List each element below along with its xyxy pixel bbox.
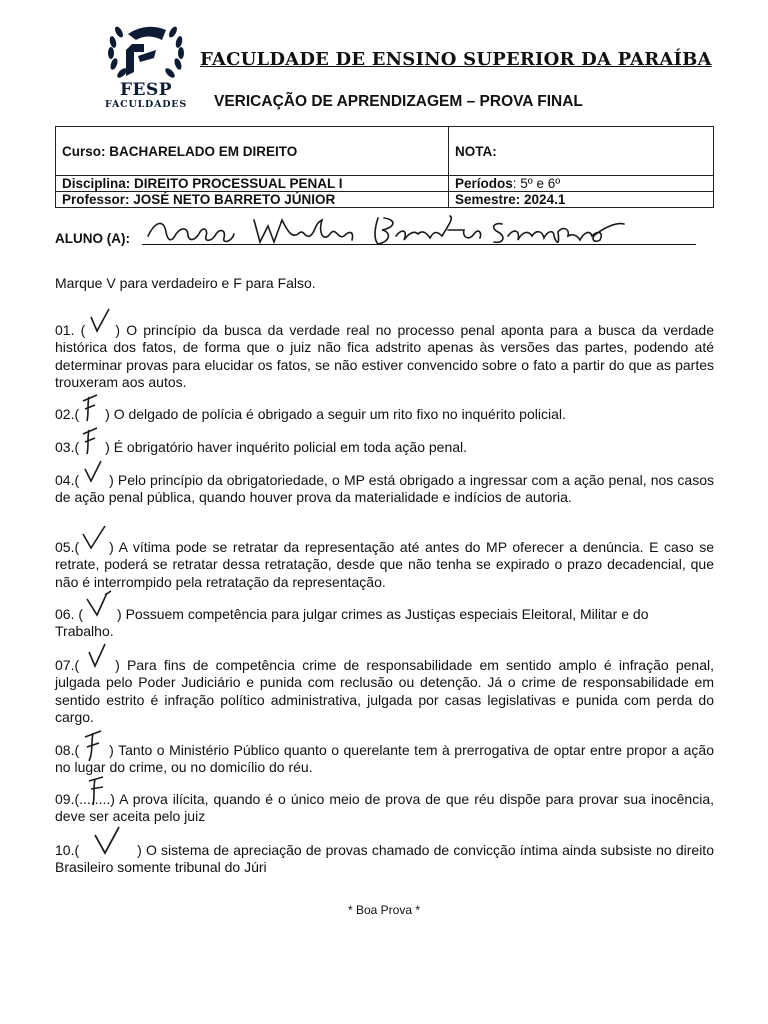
semester-label: Semestre — [455, 192, 516, 207]
question-text: Tanto o Ministério Público quanto o querelante tem à prerrogativa de optar entre propor a ação no lugar do crime, ou no domicílio do réu. — [55, 742, 714, 776]
answer-check-mark — [79, 841, 137, 855]
question-06: 06. ( ) Possuem competência para julgar crimes as Justiças especiais Eleitoral, Militar e do Trabalho. — [55, 605, 665, 641]
answer-check-mark — [79, 471, 109, 485]
periods-label: Períodos — [455, 176, 513, 191]
question-01: 01. ( ) O princípio da busca da verdade real no processo penal aponta para a busca da verdade histórica dos fatos, de forma que o juiz não fica adstrito apenas às versões das partes, podendo até determinar provas para elucidar os fatos, se não estiver convencido sobre o fato a partir do que as partes trouxeram aos autos. — [55, 321, 714, 391]
course-cell: Curso: BACHARELADO EM DIREITO — [56, 127, 449, 176]
question-03: 03.( ) É obrigatório haver inquérito policial em toda ação penal. — [55, 438, 714, 456]
question-text: O sistema de apreciação de provas chamado de convicção íntima ainda subsiste no direito Brasileiro somente tribunal do Júri — [55, 842, 714, 876]
instruction-text: Marque V para verdadeiro e F para Falso. — [55, 275, 316, 291]
exam-title: VERICAÇÃO DE APRENDIZAGEM – PROVA FINAL — [214, 93, 583, 110]
student-handwritten-name — [142, 212, 632, 252]
question-10: 10.( ) O sistema de apreciação de provas chamado de convicção íntima ainda subsiste no direito Brasileiro somente tribunal do Júri — [55, 841, 714, 877]
answer-check-mark — [79, 538, 109, 552]
footer-text: * Boa Prova * — [347, 903, 421, 917]
question-number: 08. — [55, 742, 75, 758]
question-number: 03. — [55, 439, 75, 455]
question-09: 09.(........ ) A prova ilícita, quando é o único meio de prova de que réu dispõe para provar sua inocência, deve ser aceita pelo juiz — [55, 791, 714, 826]
semester-value: : 2024.1 — [515, 192, 566, 207]
periods-cell — [449, 176, 714, 192]
answer-f-mark — [79, 741, 109, 755]
question-number: 09. — [55, 791, 75, 807]
question-text: A vítima pode se retratar da representação até antes do MP oferecer a denúncia. E caso se retrate, poderá se retratar dessa retratação, desde que não tenha se expirado o prazo decadencial, que não é interrompido pela retratação da representação. — [55, 539, 714, 590]
question-number: 02. — [55, 406, 75, 422]
question-text: É obrigatório haver inquérito policial em toda ação penal. — [113, 439, 468, 455]
institution-logo — [104, 20, 188, 112]
institution-name: FACULDADE DE ENSINO SUPERIOR DA PARAÍBA — [200, 49, 712, 70]
laurel-logo-icon — [104, 20, 188, 82]
question-text: Para fins de competência crime de responsabilidade em sentido amplo é infração penal, julgada pelo Poder Judiciário e punida com reclusão ou detenção. Já o crime de responsabilidade em sentido estrito é infração político administrativa, julgada por casas legislativas e punida com perda do cargo. — [55, 657, 715, 725]
student-label: ALUNO (A): — [55, 231, 130, 246]
question-number: 01. — [55, 322, 75, 338]
answer-blank — [79, 791, 110, 807]
logo-subtitle: FACULDADES — [104, 99, 188, 110]
answer-check-mark — [79, 656, 115, 670]
question-text: Possuem competência para julgar crimes as Justiças especiais Eleitoral, Militar e do Trabalho. — [55, 606, 649, 640]
answer-check-mark — [85, 321, 115, 335]
question-number: 07. — [55, 657, 75, 673]
answer-check-mark — [83, 605, 117, 619]
answer-f-mark — [79, 438, 105, 452]
question-07: 07.( ) Para fins de competência crime de responsabilidade em sentido amplo é infração penal, julgada pelo Poder Judiciário e punida com reclusão ou detenção. Já o crime de responsabilidade em sentido estrito é infração político administrativa, julgada por casas legislativas e punida com perda do cargo. — [55, 656, 714, 726]
question-08: 08.( ) Tanto o Ministério Público quanto o querelante tem à prerrogativa de optar entre propor a ação no lugar do crime, ou no domicílio do réu. — [55, 741, 714, 777]
course-info-table — [55, 126, 714, 208]
question-text: O princípio da busca da verdade real no processo penal aponta para a busca da verdade histórica dos fatos, de forma que o juiz não fica adstrito apenas às versões das partes, podendo até determinar provas para elucidar os fatos, se não estiver convencido sobre o fato a partir do que as partes trouxeram aos autos. — [55, 322, 714, 390]
periods-value: : 5º e 6º — [512, 176, 561, 191]
answer-f-mark — [85, 775, 111, 809]
answer-f-mark — [79, 405, 105, 419]
grade-cell: NOTA: — [449, 127, 714, 176]
discipline-cell: Disciplina: DIREITO PROCESSUAL PENAL I — [56, 176, 449, 192]
question-text: A prova ilícita, quando é o único meio de prova de que réu dispõe para provar sua inocência, deve ser aceita pelo juiz — [55, 791, 715, 825]
semester-cell — [449, 192, 714, 208]
question-number: 06. — [55, 606, 75, 622]
question-text: Pelo princípio da obrigatoriedade, o MP está obrigado a ingressar com a ação penal, nos casos de ação penal pública, quando houver prova da materialidade e indícios de autoria. — [55, 472, 714, 506]
question-number: 04. — [55, 472, 75, 488]
professor-cell: Professor: JOSÉ NETO BARRETO JÚNIOR — [56, 192, 449, 208]
question-05: 05.( ) A vítima pode se retratar da representação até antes do MP oferecer a denúncia. E caso se retrate, poderá se retratar dessa retratação, desde que não tenha se expirado o prazo decadencial, que não é interrompido pela retratação da representação. — [55, 538, 714, 591]
answer-dots: ........ — [79, 791, 111, 807]
question-text: O delgado de polícia é obrigado a seguir um rito fixo no inquérito policial. — [113, 406, 566, 422]
question-02: 02.( ) O delgado de polícia é obrigado a seguir um rito fixo no inquérito policial. — [55, 405, 714, 423]
question-04: 04.( ) Pelo princípio da obrigatoriedade, o MP está obrigado a ingressar com a ação penal, nos casos de ação penal pública, quando houver prova da materialidade e indícios de autoria. — [55, 471, 714, 507]
question-number: 10. — [55, 842, 75, 858]
question-number: 05. — [55, 539, 75, 555]
logo-name: FESP — [119, 80, 173, 100]
